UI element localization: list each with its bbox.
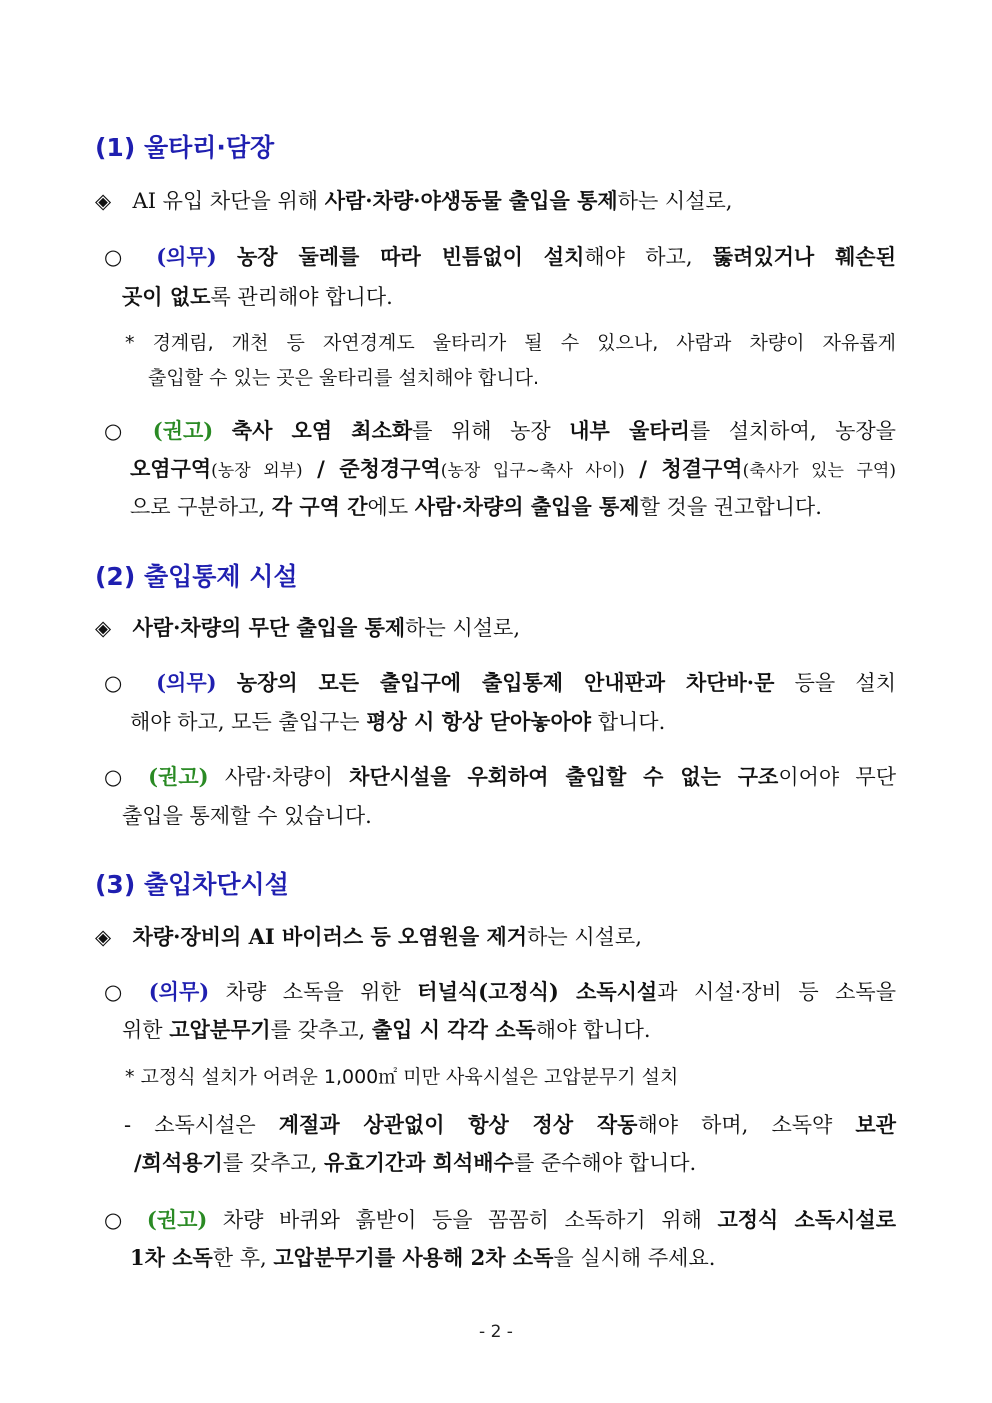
circle-bullet-icon: ○ [104,1208,132,1232]
section-1-note-line-1: * 경계림, 개천 등 자연경계도 울타리가 될 수 있으나, 사람과 차량이 자유롭게 [125,332,896,354]
section-3-heading: (3) 출입차단시설 [95,870,289,899]
section-3-item-1-line-2: 위한 고압분무기를 갖추고, 출입 시 각각 소독해야 합니다. [122,1017,651,1042]
section-1-item-2-line-2: 오염구역(농장 외부) / 준청경구역(농장 입구~축사 사이) / 청결구역(축사가 있는 구역) [130,456,896,481]
recommended-tag: (권고) [148,764,209,789]
section-1-heading: (1) 울타리·담장 [95,133,275,162]
circle-bullet-icon: ○ [104,419,135,443]
mandatory-tag: (의무) [156,244,217,269]
page-number: - 2 - [479,1322,513,1342]
section-2-intro: ◈ 사람·차량의 무단 출입을 통제하는 시설로, [95,613,520,643]
section-2-heading: (2) 출입통제 시설 [95,562,298,591]
section-3-item-2-line-1: ○ (권고) 차량 바퀴와 흙받이 등을 꼼꼼히 소독하기 위해 고정식 소독시설로 [104,1207,896,1232]
section-2-item-2-line-2: 출입을 통제할 수 있습니다. [122,804,372,828]
section-2-item-1-line-2: 해야 하고, 모든 출입구는 평상 시 항상 닫아놓아야 합니다. [130,709,666,734]
section-1-item-1-line-2: 곳이 없도록 관리해야 합니다. [122,284,393,309]
diamond-icon: ◈ [95,616,112,640]
section-3-note: * 고정식 설치가 어려운 1,000㎡ 미만 사육시설은 고압분무기 설치 [125,1066,679,1088]
section-1-note-line-2: 출입할 수 있는 곳은 울타리를 설치해야 합니다. [148,367,540,389]
circle-bullet-icon: ○ [104,980,133,1004]
section-3-dash-line-1: - 소독시설은 계절과 상관없이 항상 정상 작동해야 하며, 소독약 보관 [124,1112,896,1137]
mandatory-tag: (의무) [148,979,210,1004]
diamond-icon: ◈ [95,925,112,949]
asterisk-icon: * [125,332,135,354]
dash-bullet-icon: - [124,1113,132,1137]
section-1-item-2-line-3: 으로 구분하고, 각 구역 간에도 사람·차량의 출입을 통제할 것을 권고합니다. [130,494,822,519]
section-2-item-1-line-1: ○ (의무) 농장의 모든 출입구에 출입통제 안내판과 차단바·문 등을 설치 [104,670,896,695]
circle-bullet-icon: ○ [104,671,136,695]
recommended-tag: (권고) [152,418,214,443]
circle-bullet-icon: ○ [104,245,136,269]
asterisk-icon: * [125,1066,135,1088]
section-1-item-1-line-1: ○ (의무) 농장 둘레를 따라 빈틈없이 설치해야 하고, 뚫려있거나 훼손된 [104,244,896,269]
section-3-intro: ◈ 차량·장비의 AI 바이러스 등 오염원을 제거하는 시설로, [95,922,642,952]
section-3-item-2-line-2: 1차 소독한 후, 고압분무기를 사용해 2차 소독을 실시해 주세요. [130,1245,716,1270]
section-2-item-2-line-1: ○ (권고) 사람·차량이 차단시설을 우회하여 출입할 수 없는 구조이어야 무단 [104,764,897,789]
section-1-item-2-line-1: ○ (권고) 축사 오염 최소화를 위해 농장 내부 울타리를 설치하여, 농장을 [104,418,896,443]
section-3-dash-line-2: /희석용기를 갖추고, 유효기간과 희석배수를 준수해야 합니다. [134,1150,697,1175]
mandatory-tag: (의무) [156,670,217,695]
section-3-item-1-line-1: ○ (의무) 차량 소독을 위한 터널식(고정식) 소독시설과 시설·장비 등 소독을 [104,979,897,1004]
circle-bullet-icon: ○ [104,765,132,789]
diamond-icon: ◈ [95,189,112,213]
recommended-tag: (권고) [146,1207,208,1232]
section-1-intro: ◈ AI 유입 차단을 위해 사람·차량·야생동물 출입을 통제하는 시설로, [95,186,732,216]
